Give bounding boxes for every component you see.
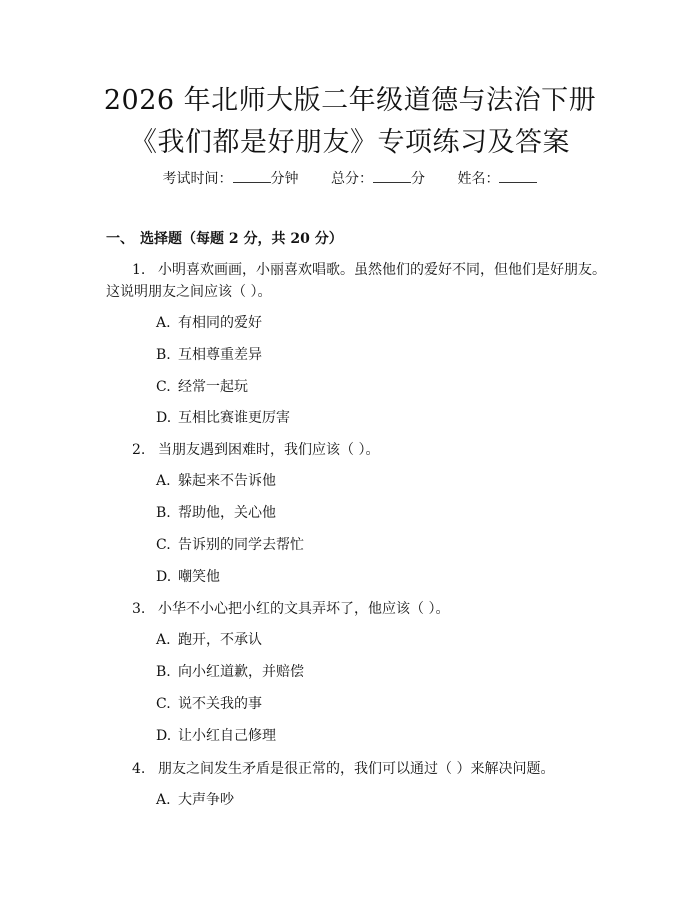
question-option (156, 726, 276, 746)
question-option (156, 790, 234, 810)
section-heading (106, 229, 343, 249)
question-option (156, 377, 248, 397)
option-text: 告诉别的同学去帮忙 (178, 537, 304, 553)
option-text: 躲起来不告诉他 (178, 473, 276, 489)
question-number: 3. (132, 601, 146, 617)
question-stem (106, 598, 606, 620)
section-number: 一、 (106, 231, 134, 247)
option-text: 帮助他，关心他 (178, 505, 276, 521)
option-text: 嘲笑他 (178, 569, 220, 585)
option-letter: C. (156, 537, 171, 553)
option-letter: D. (156, 728, 172, 744)
question-option (156, 630, 262, 650)
question-option (156, 567, 220, 587)
exam-time-unit: 分钟 (270, 171, 299, 187)
section-title: 选择题（每题 2 分，共 20 分） (140, 231, 343, 247)
option-letter: C. (156, 696, 171, 712)
total-score-unit: 分 (411, 171, 425, 187)
question-number: 2. (132, 442, 146, 458)
question-stem (106, 758, 606, 780)
document-title: 2026 年北师大版二年级道德与法治下册《我们都是好朋友》专项练习及答案 (103, 85, 597, 158)
option-letter: A. (156, 632, 171, 648)
question-option (156, 345, 262, 365)
student-name-label: 姓名： (457, 171, 500, 187)
option-text: 让小红自己修理 (178, 728, 276, 744)
exam-time-field (163, 171, 299, 187)
option-text: 互相尊重差异 (178, 347, 262, 363)
option-letter: D. (156, 569, 172, 585)
question-text: 当朋友遇到困难时，我们应该（ ）。 (158, 442, 380, 458)
exam-time-label: 考试时间： (162, 171, 233, 187)
option-letter: B. (156, 505, 171, 521)
question-option (156, 313, 262, 333)
option-letter: A. (156, 473, 171, 489)
question-option (156, 408, 290, 428)
question-option (156, 662, 304, 682)
question-option (156, 694, 262, 714)
total-score-label: 总分： (331, 171, 373, 187)
question-option (156, 471, 276, 491)
option-letter: A. (156, 792, 171, 808)
option-text: 互相比赛谁更厉害 (178, 410, 290, 426)
option-letter: C. (156, 379, 171, 395)
option-text: 经常一起玩 (178, 379, 248, 395)
student-name-field (457, 171, 537, 187)
total-score-blank (373, 168, 411, 183)
question-text: 小华不小心把小红的文具弄坏了，他应该（ ）。 (158, 601, 450, 617)
exam-info-line (0, 168, 700, 189)
question-number: 1. (132, 262, 146, 278)
option-text: 有相同的爱好 (178, 315, 262, 331)
question-stem (106, 439, 606, 461)
question-stem (106, 259, 606, 303)
question-text: 小明喜欢画画，小丽喜欢唱歌。虽然他们的爱好不同，但他们是好朋友。这说明朋友之间应该（ ）。 (106, 262, 606, 300)
student-name-blank (499, 168, 537, 183)
option-text: 跑开，不承认 (178, 632, 262, 648)
question-option (156, 535, 304, 555)
option-letter: B. (156, 664, 171, 680)
question-number: 4. (132, 761, 146, 777)
option-text: 大声争吵 (178, 792, 234, 808)
option-letter: A. (156, 315, 171, 331)
exam-time-blank (233, 168, 271, 183)
option-letter: B. (156, 347, 171, 363)
question-option (156, 503, 276, 523)
question-text: 朋友之间发生矛盾是很正常的，我们可以通过（ ）来解决问题。 (158, 761, 555, 777)
option-text: 向小红道歉，并赔偿 (178, 664, 304, 680)
option-text: 说不关我的事 (178, 696, 262, 712)
total-score-field (331, 171, 425, 187)
option-letter: D. (156, 410, 172, 426)
